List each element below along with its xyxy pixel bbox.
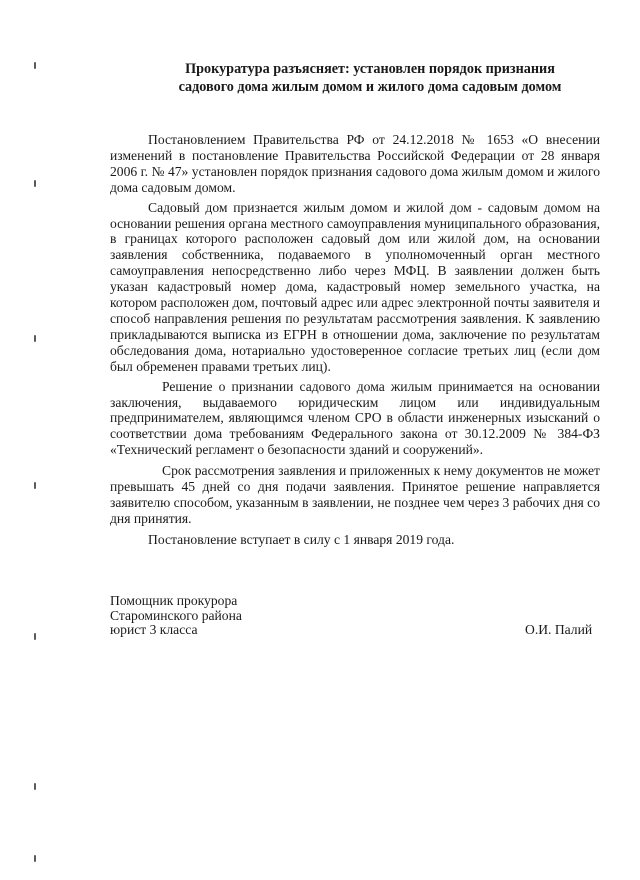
signer-district: Староминского района — [110, 607, 242, 623]
scan-punch-mark — [34, 633, 36, 640]
document-body — [110, 132, 600, 552]
scan-punch-mark — [34, 855, 36, 862]
paragraph-deadline: Срок рассмотрения заявления и приложенных к нему документов не может превышать 45 дней со дня подачи заявления. Принятое решение направляется заявителю способом, указанным в заявлении, не позднее чем через 3 рабочих дня со дня принятия. — [110, 463, 600, 526]
paragraph-procedure: Садовый дом признается жилым домом и жилой дом - садовым домом на основании решения органа местного самоуправления муниципального образования, в границах которого расположен садовый дом или жилой дом, на основании заявления собственника, подаваемого в уполномоченный орган местного самоуправления непосредственно либо через МФЦ. В заявлении должен быть указан кадастровый номер дома, кадастровый номер земельного участка, на котором расположен дом, почтовый адрес или адрес электронной почты заявителя и способ направления решения по результатам рассмотрения заявления. К заявлению прикладываются выписка из ЕГРН в отношении дома, заключение по результатам обследования дома, нотариально удостоверенное согласие третьих лиц (если дом был обременен правами третьих лиц). — [110, 199, 600, 374]
scan-punch-mark — [34, 783, 36, 790]
scan-punch-mark — [34, 482, 36, 489]
scan-punch-mark — [34, 180, 36, 187]
title-line-2: садового дома жилым домом и жилого дома садовым домом — [178, 79, 562, 95]
paragraph-decree: Постановлением Правительства РФ от 24.12.2018 № 1653 «О внесении изменений в постановление Правительства Российской Федерации от 28 января 2006 г. № 47» установлен порядок признания садового дома жилым домом и жилого дома садовым домом. — [110, 132, 600, 195]
title-line-1: Прокуратура разъясняет: установлен порядок признания — [185, 61, 555, 77]
signer-name: О.И. Палий — [525, 622, 593, 637]
paragraph-decision: Решение о признании садового дома жилым принимается на основании заключения, выдаваемого юридическим лицом или индивидуальным предпринимателем, являющимся членом СРО в области инженерных изысканий о соответствии дома требованиям Федерального закона от 30.12.2009 № 384-ФЗ «Технический регламент о безопасности зданий и сооружений». — [110, 378, 600, 458]
signer-rank: юрист 3 класса — [110, 622, 198, 637]
signer-position: Помощник прокурора — [110, 593, 238, 608]
document-title — [150, 60, 590, 96]
scan-punch-mark — [34, 335, 36, 342]
scan-punch-mark — [34, 62, 36, 69]
paragraph-effective-date: Постановление вступает в силу с 1 января 2019 года. — [148, 531, 455, 547]
signer-block — [110, 594, 242, 638]
